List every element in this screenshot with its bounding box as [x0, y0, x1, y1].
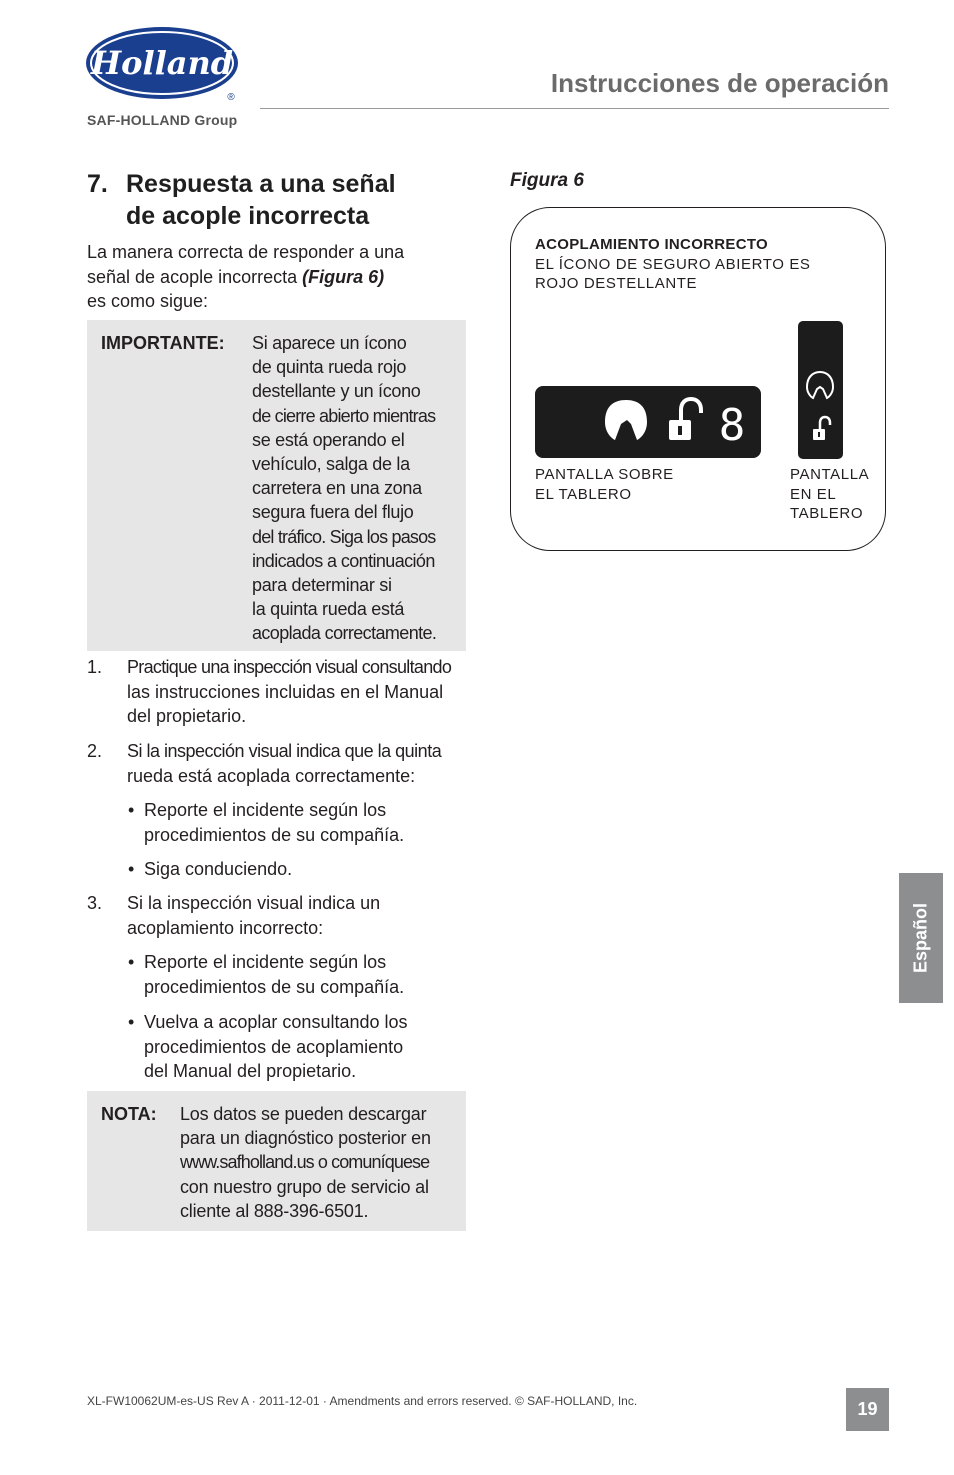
intro-line	[87, 265, 467, 290]
bullet-item	[128, 1010, 448, 1084]
important-text	[252, 331, 464, 646]
step-number: 3.	[87, 893, 103, 913]
figure-subheading	[535, 255, 835, 293]
caption-line: TABLERO	[790, 505, 864, 522]
caption-line: PANTALLA SOBRE	[535, 466, 674, 483]
bullet-symbol: •	[128, 800, 135, 820]
step-line: Practique una inspección visual consultando	[127, 657, 452, 677]
caption-line: EL TABLERO	[535, 485, 632, 503]
step-number: 2.	[87, 741, 103, 761]
important-line: se está operando el	[252, 429, 405, 450]
note-line: para un diagnóstico posterior en	[180, 1128, 431, 1149]
step-line: las instrucciones incluidas en el Manual	[127, 681, 444, 702]
intro-text: señal de acople incorrecta	[87, 266, 303, 287]
list-item	[87, 891, 467, 940]
dashboard-display-panel	[535, 386, 761, 458]
step-line: rueda está acoplada correctamente:	[127, 765, 416, 786]
important-line: destellante y un ícono	[252, 381, 421, 402]
note-line: con nuestro grupo de servicio al	[180, 1176, 429, 1197]
step-line: del propietario.	[127, 706, 247, 726]
unlocked-padlock-icon	[669, 399, 701, 440]
group-name: SAF-HOLLAND Group	[87, 112, 238, 128]
important-line: Si aparece un ícono	[252, 333, 407, 353]
bullet-line: Vuelva a acoplar consultando los	[144, 1012, 408, 1032]
bullet-symbol: •	[128, 859, 135, 879]
registered-mark: ®	[227, 92, 235, 103]
caption-line: EN EL	[790, 485, 837, 503]
bullet-item	[128, 798, 448, 847]
step-line: acoplamiento incorrecto:	[127, 917, 324, 938]
note-line: Los datos se pueden descargar	[180, 1104, 427, 1124]
section-title-line: de acople incorrecta	[126, 202, 370, 230]
step-line: Si la inspección visual indica un	[127, 893, 381, 913]
caption-dashboard-display	[535, 465, 674, 504]
bullet-line: procedimientos de acoplamiento	[144, 1036, 404, 1057]
unlocked-padlock-small-icon	[813, 417, 830, 440]
important-line: acoplada correctamente.	[252, 623, 437, 644]
important-line: la quinta rueda está	[252, 599, 405, 620]
bullet-line: procedimientos de su compañía.	[144, 976, 405, 997]
note-line: cliente al 888-396-6501.	[180, 1200, 369, 1221]
bullet-line: Reporte el incidente según los	[144, 952, 387, 972]
list-item	[87, 655, 467, 729]
note-text	[180, 1102, 462, 1223]
figure-subheading-line: ROJO DESTELLANTE	[535, 275, 698, 292]
intro-line: es como sigue:	[87, 291, 209, 311]
section-number: 7.	[87, 170, 108, 198]
display-digit: 8	[718, 400, 746, 451]
step-line: Si la inspección visual indica que la quinta	[127, 741, 442, 761]
important-line: carretera en una zona	[252, 478, 422, 499]
language-tab-label: Español	[910, 902, 931, 974]
note-label: NOTA:	[101, 1104, 157, 1124]
important-line: indicados a continuación	[252, 550, 435, 571]
important-line: del tráfico. Siga los pasos	[252, 526, 436, 547]
bullet-symbol: •	[128, 952, 135, 972]
step-number: 1.	[87, 657, 103, 677]
caption-in-dash-display	[790, 465, 869, 524]
page-number: 19	[846, 1388, 889, 1431]
bullet-line: procedimientos de su compañía.	[144, 824, 405, 845]
bullet-symbol: •	[128, 1012, 135, 1032]
intro-paragraph	[87, 240, 467, 314]
important-line: segura fuera del flujo	[252, 502, 414, 523]
caption-line: PANTALLA	[790, 466, 870, 483]
language-tab	[899, 873, 943, 1003]
figure-reference: (Figura 6)	[302, 266, 385, 287]
bullet-item	[128, 857, 448, 882]
intro-line: La manera correcta de responder a una	[87, 242, 405, 262]
page-header-title: Instrucciones de operación	[550, 68, 889, 98]
important-line: para determinar si	[252, 575, 392, 596]
note-line: www.safholland.us o comuníquese	[180, 1152, 430, 1173]
important-label: IMPORTANTE:	[101, 333, 225, 353]
important-line: vehículo, salga de la	[252, 454, 410, 475]
fifth-wheel-outline-icon	[807, 372, 833, 398]
figure-heading: ACOPLAMIENTO INCORRECTO	[535, 236, 769, 253]
footer-text: XL-FW10062UM-es-US Rev A · 2011-12-01 · Amendments and errors reserved. © SAF-HOLLAND, Inc.	[87, 1394, 638, 1408]
bullet-line: Reporte el incidente según los	[144, 800, 387, 820]
in-dash-display-panel	[798, 321, 843, 459]
important-line: de quinta rueda rojo	[252, 357, 407, 378]
logo-wordmark: Holland	[90, 44, 234, 82]
figure-subheading-line: EL ÍCONO DE SEGURO ABIERTO ES	[535, 256, 811, 273]
header-divider	[260, 108, 889, 109]
list-item	[87, 739, 467, 788]
fifth-wheel-icon	[605, 400, 647, 440]
bullet-line: Siga conduciendo.	[144, 859, 293, 879]
figure-label: Figura 6	[510, 170, 584, 191]
bullet-line: del Manual del propietario.	[144, 1061, 357, 1081]
section-title-line: Respuesta a una señal	[126, 170, 396, 198]
important-line: de cierre abierto mientras	[252, 405, 436, 426]
holland-logo	[84, 26, 242, 104]
bullet-item	[128, 950, 448, 999]
section-title	[87, 168, 467, 232]
